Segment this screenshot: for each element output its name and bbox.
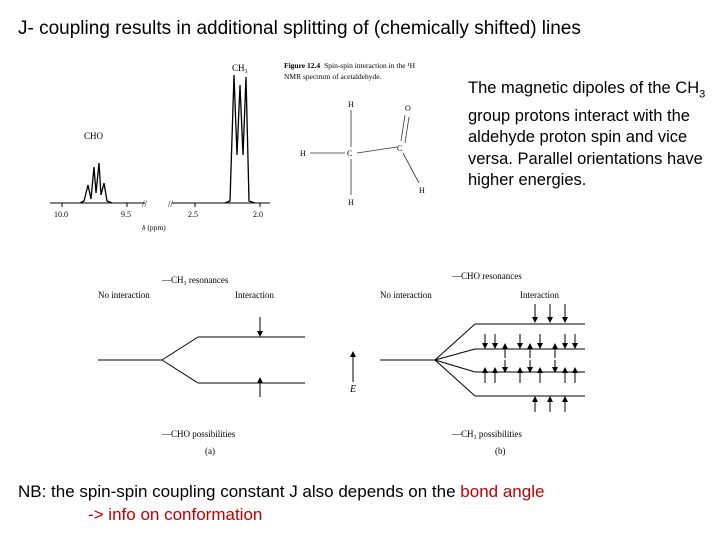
slide-title: J- coupling results in additional splitting of (chemically shifted) lines xyxy=(18,18,581,39)
b-footer: —CH₃ possibilities xyxy=(452,429,522,439)
explanation-pre: The magnetic dipoles of the CH xyxy=(468,79,700,97)
acetaldehyde-molecule xyxy=(295,95,445,215)
atom-c-carbonyl: C xyxy=(397,144,403,153)
nb-line-1 xyxy=(18,480,708,503)
tick-label-2-0: 2.0 xyxy=(253,210,263,219)
b-header: —CHO resonances xyxy=(452,271,522,281)
b-interaction: Interaction xyxy=(520,290,559,300)
atom-h-bottom: H xyxy=(348,198,354,207)
atom-h-left: H xyxy=(300,149,306,158)
a-no-interaction: No interaction xyxy=(98,290,150,300)
explanation-sub: 3 xyxy=(699,88,706,101)
atom-h-aldehyde: H xyxy=(419,186,425,195)
atom-h-top: H xyxy=(348,100,354,109)
figure-caption xyxy=(282,58,462,88)
svg-text:Figure 12.4Spin-spin interacti xyxy=(284,61,416,70)
ch3-doublet-peak xyxy=(225,75,255,203)
atom-o: O xyxy=(405,104,411,113)
caption-text-2: NMR spectrum of acetaldehyde. xyxy=(284,72,382,81)
nb-bond-angle: bond angle xyxy=(460,482,545,501)
b-splitting-lines xyxy=(380,324,585,396)
a-header: —CH₃ resonances xyxy=(162,275,229,285)
explanation-text xyxy=(468,78,713,192)
spectrum-axis-ticks xyxy=(62,203,260,207)
explanation-post: group protons interact with the aldehyde proton spin and vice versa. Parallel orientations have higher energies. xyxy=(468,106,703,190)
nb-note xyxy=(18,480,708,526)
nb-line-2: -> info on conformation xyxy=(88,505,263,524)
a-footer: —CHO possibilities xyxy=(162,429,236,439)
cho-quartet-peak xyxy=(80,163,112,203)
axis-label: δ (ppm) xyxy=(142,223,166,232)
cho-label: CHO xyxy=(84,131,104,141)
b-no-interaction: No interaction xyxy=(380,290,432,300)
caption-label: Figure 12.4 xyxy=(284,61,321,70)
ch3-label: CH₃ xyxy=(232,63,248,73)
caption-text-1: Spin-spin interaction in the ¹H xyxy=(324,61,416,70)
axis-break-right: // xyxy=(168,199,174,209)
a-tag: (a) xyxy=(205,446,215,456)
energy-level-diagram xyxy=(90,262,590,462)
a-splitting-lines xyxy=(98,337,305,383)
atom-c-methyl: C xyxy=(347,149,353,158)
energy-label: E xyxy=(350,384,357,395)
tick-label-10-0: 10.0 xyxy=(54,210,68,219)
nb-line-1-text: NB: the spin-spin coupling constant J also depends on the xyxy=(18,482,461,501)
tick-label-2-5: 2.5 xyxy=(188,210,198,219)
b-tag: (b) xyxy=(495,446,506,456)
nmr-spectrum-figure xyxy=(40,55,300,235)
a-interaction: Interaction xyxy=(235,290,274,300)
axis-break-left: // xyxy=(142,199,148,209)
tick-label-9-5: 9.5 xyxy=(121,210,131,219)
